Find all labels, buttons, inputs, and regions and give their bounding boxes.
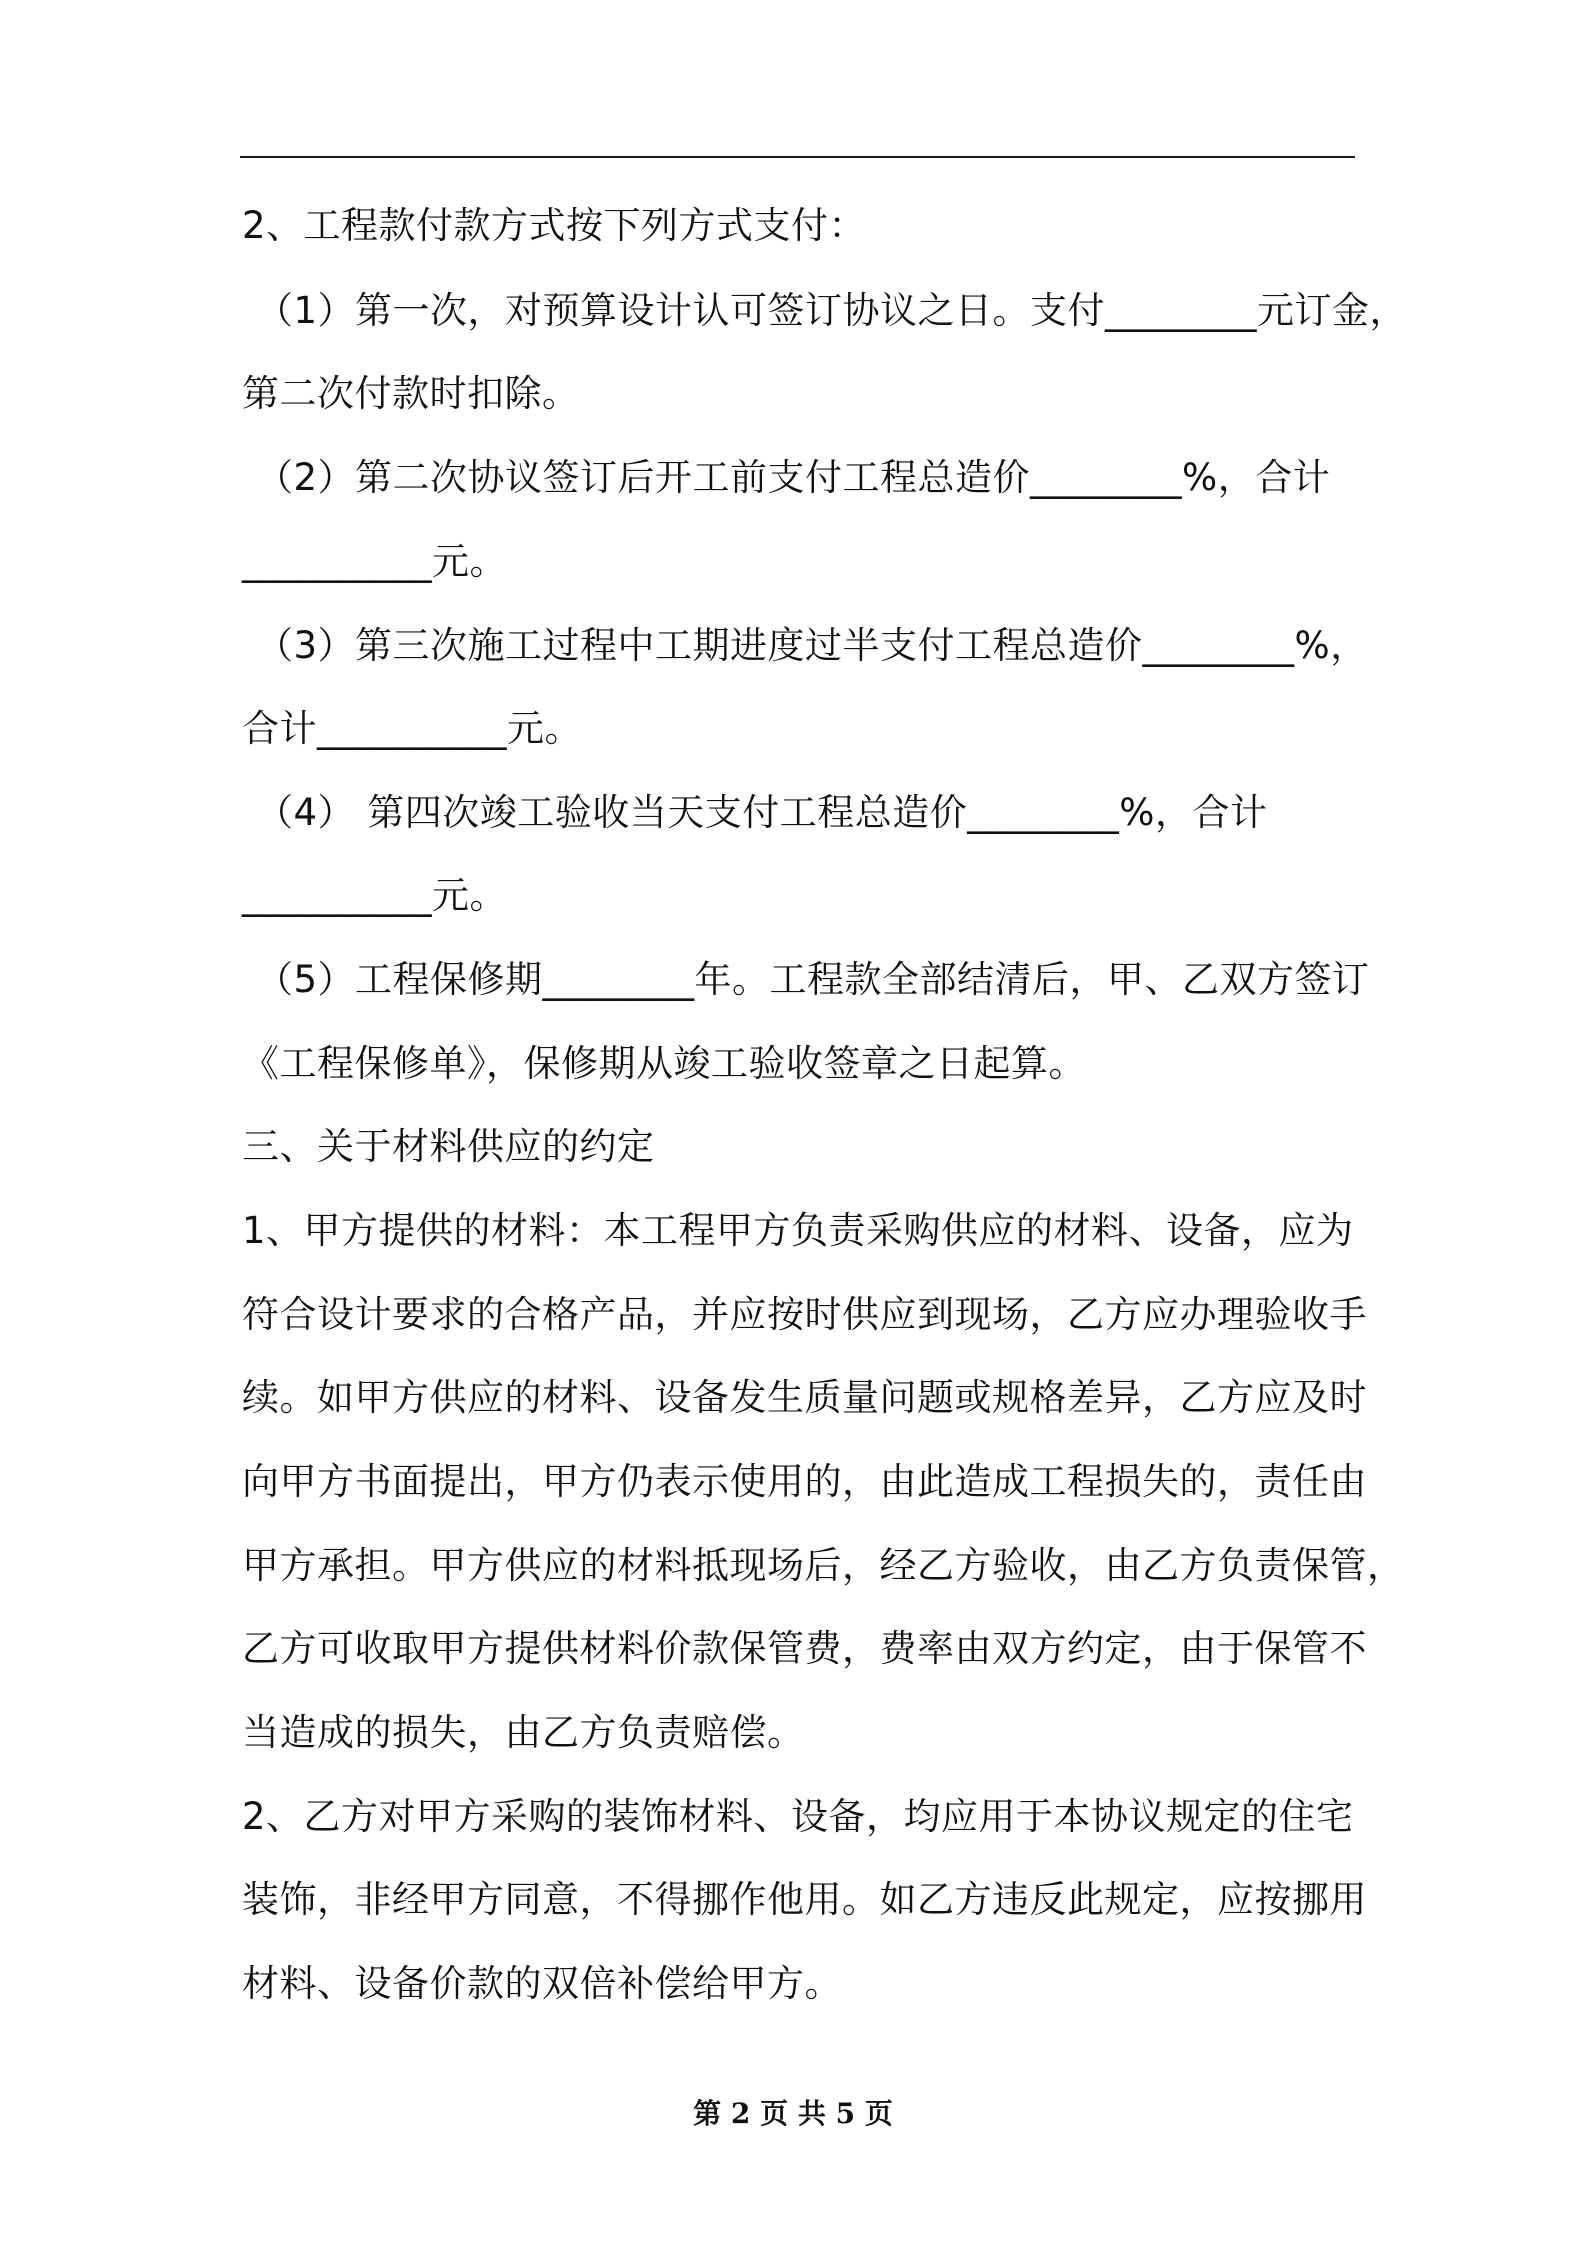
- text-line: 甲方承担。甲方供应的材料抵现场后，经乙方验收，由乙方负责保管，: [242, 1544, 1405, 1587]
- text-line: 乙方可收取甲方提供材料价款保管费，费率由双方约定，由于保管不: [242, 1627, 1367, 1670]
- text-line: __________元。: [242, 540, 507, 583]
- text-line: 装饰，非经甲方同意，不得挪作他用。如乙方违反此规定，应按挪用: [242, 1878, 1367, 1921]
- text-line: 当造成的损失，由乙方负责赔偿。: [242, 1711, 805, 1754]
- text-line: 《工程保修单》，保修期从竣工验收签章之日起算。: [242, 1042, 1086, 1085]
- section-heading: 三、关于材料供应的约定: [242, 1125, 655, 1168]
- text-line: 续。如甲方供应的材料、设备发生质量问题或规格差异，乙方应及时: [242, 1376, 1367, 1419]
- text-line: （5）工程保修期________年。工程款全部结清后，甲、乙双方签订: [256, 958, 1370, 1001]
- text-line: 2、乙方对甲方采购的装饰材料、设备，均应用于本协议规定的住宅: [242, 1795, 1354, 1838]
- text-line: 2、工程款付款方式按下列方式支付：: [242, 204, 867, 247]
- text-line: （2）第二次协议签订后开工前支付工程总造价________%，合计: [256, 456, 1331, 499]
- text-line: （1）第一次，对预算设计认可签订协议之日。支付________元订金，: [256, 289, 1408, 332]
- text-line: （4） 第四次竣工验收当天支付工程总造价________%，合计: [256, 791, 1268, 834]
- text-line: 材料、设备价款的双倍补偿给甲方。: [242, 1962, 842, 2005]
- text-line: 1、甲方提供的材料：本工程甲方负责采购供应的材料、设备，应为: [242, 1209, 1354, 1252]
- text-line: （3）第三次施工过程中工期进度过半支付工程总造价________%，: [256, 624, 1368, 667]
- text-line: 第二次付款时扣除。: [242, 372, 580, 415]
- text-line: 符合设计要求的合格产品，并应按时供应到现场，乙方应办理验收手: [242, 1293, 1367, 1336]
- text-line: 向甲方书面提出，甲方仍表示使用的，由此造成工程损失的，责任由: [242, 1460, 1367, 1503]
- text-line: 合计__________元。: [242, 707, 582, 750]
- text-line: __________元。: [242, 874, 507, 917]
- page-number: 第 2 页 共 5 页: [693, 2097, 893, 2130]
- header-rule: [240, 156, 1355, 158]
